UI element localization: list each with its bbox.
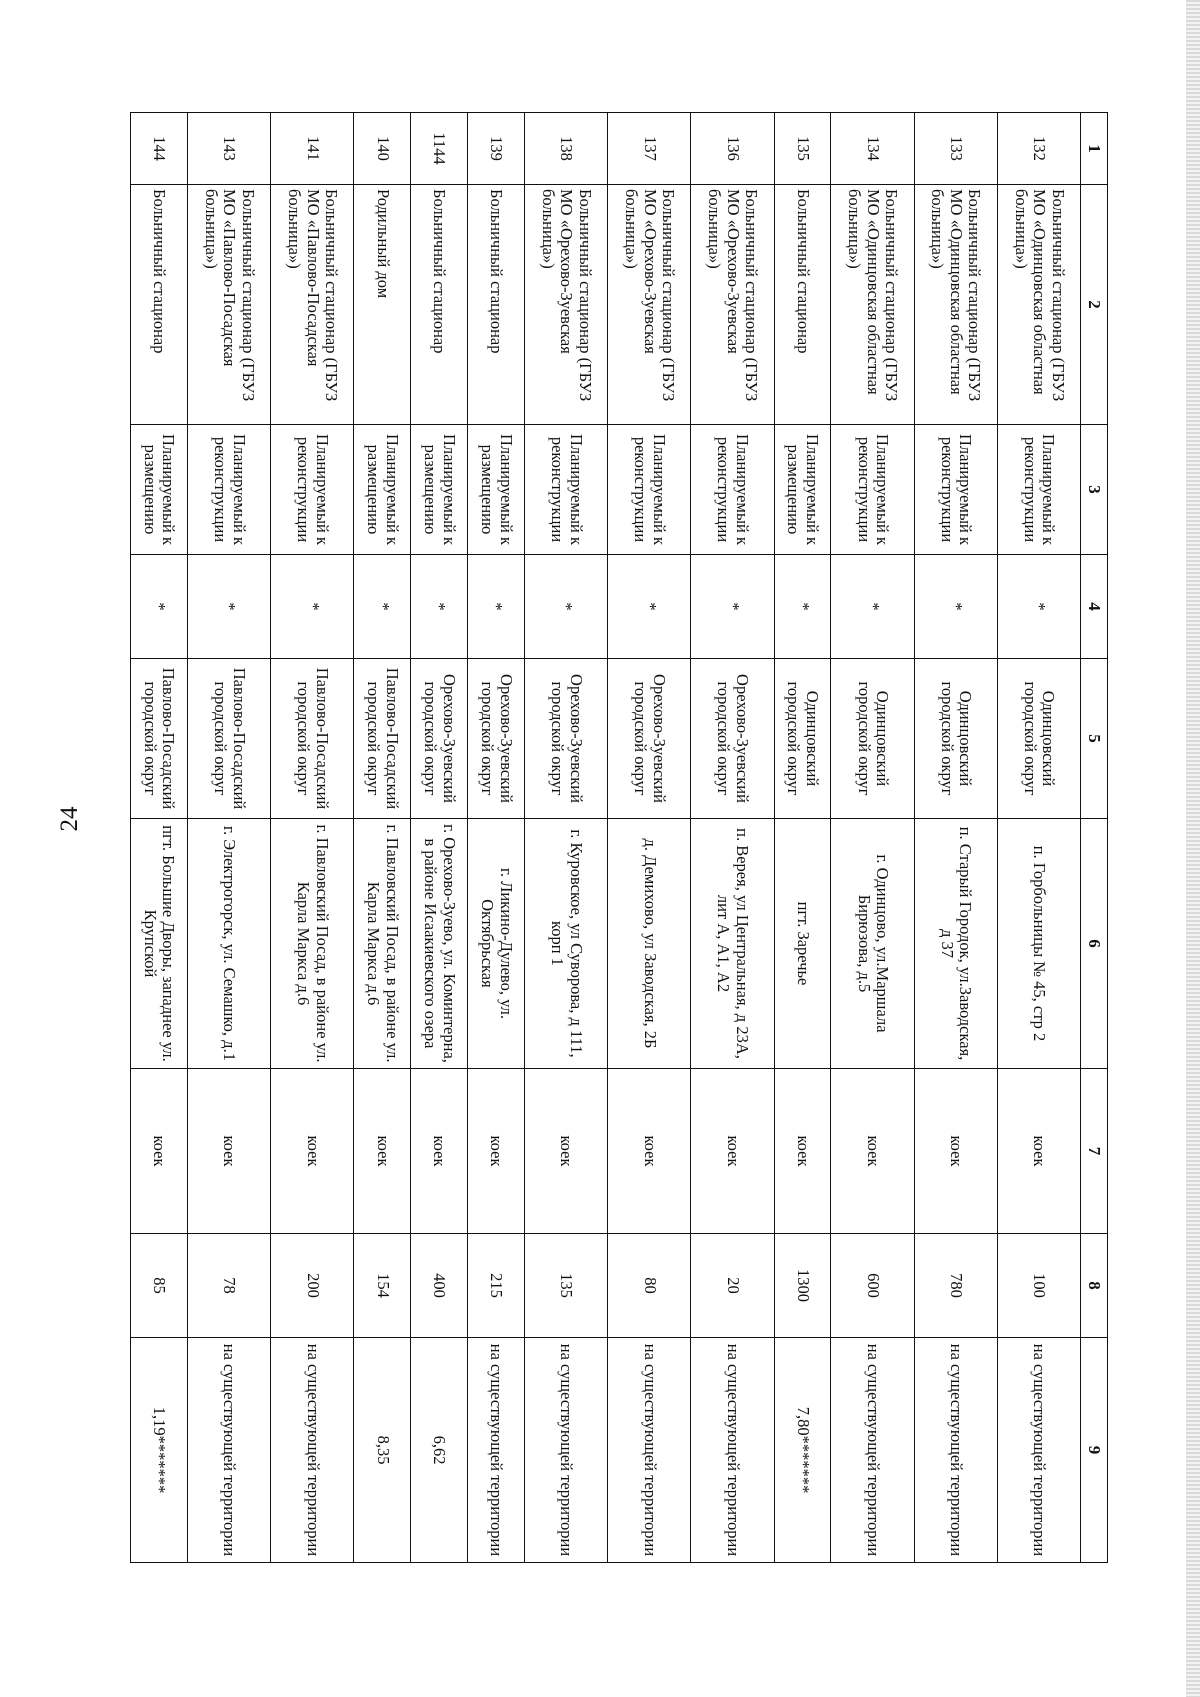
object-name-cell: Больничный стационар (ГБУЗ МО «Орехово-Зуевская больница») xyxy=(608,185,691,425)
unit-cell: коек xyxy=(997,1069,1080,1234)
address-cell: г. Электрогорск, ул. Семашко, д.1 xyxy=(188,819,271,1069)
table-row xyxy=(691,113,774,1563)
object-name-cell: Родильный дом xyxy=(354,185,411,425)
unit-cell: коек xyxy=(354,1069,411,1234)
unit-cell: коек xyxy=(468,1069,525,1234)
status-cell: Планируемый к реконструкции xyxy=(831,425,914,555)
object-name-cell: Больничный стационар (ГБУЗ МО «Павлово-Посадская больница») xyxy=(188,185,271,425)
capacity-cell: 85 xyxy=(131,1234,188,1338)
marker-cell: * xyxy=(411,555,468,659)
area-cell: на существующей территории xyxy=(271,1338,354,1563)
unit-cell: коек xyxy=(188,1069,271,1234)
object-name-cell: Больничный стационар xyxy=(411,185,468,425)
status-cell: Планируемый к реконструкции xyxy=(997,425,1080,555)
table-row xyxy=(131,113,188,1563)
unit-cell: коек xyxy=(831,1069,914,1234)
row-number-cell: 139 xyxy=(468,113,525,185)
table-header-cell: 5 xyxy=(1081,659,1108,819)
table-header-cell: 8 xyxy=(1081,1234,1108,1338)
unit-cell: коек xyxy=(914,1069,997,1234)
row-number-cell: 132 xyxy=(997,113,1080,185)
address-cell: пгт. Заречье xyxy=(774,819,831,1069)
marker-cell: * xyxy=(468,555,525,659)
unit-cell: коек xyxy=(774,1069,831,1234)
district-cell: Орехово-Зуевский городской округ xyxy=(608,659,691,819)
table-row xyxy=(914,113,997,1563)
address-cell: г. Павловский Посад, в районе ул. Карла Маркса д.6 xyxy=(354,819,411,1069)
marker-cell: * xyxy=(914,555,997,659)
status-cell: Планируемый к реконструкции xyxy=(188,425,271,555)
row-number-cell: 138 xyxy=(525,113,608,185)
object-name-cell: Больничный стационар (ГБУЗ МО «Одинцовская областная больница») xyxy=(914,185,997,425)
table-header-cell: 4 xyxy=(1081,555,1108,659)
row-number-cell: 144 xyxy=(131,113,188,185)
area-cell: 8,35 xyxy=(354,1338,411,1563)
table-header-row xyxy=(1081,113,1108,1563)
rotated-table-wrapper xyxy=(130,112,1108,1562)
district-cell: Одинцовский городской округ xyxy=(914,659,997,819)
unit-cell: коек xyxy=(525,1069,608,1234)
marker-cell: * xyxy=(608,555,691,659)
table-row xyxy=(525,113,608,1563)
marker-cell: * xyxy=(271,555,354,659)
row-number-cell: 136 xyxy=(691,113,774,185)
address-cell: п. Горбольницы № 45, стр 2 xyxy=(997,819,1080,1069)
area-cell: на существующей территории xyxy=(831,1338,914,1563)
capacity-cell: 400 xyxy=(411,1234,468,1338)
marker-cell: * xyxy=(525,555,608,659)
district-cell: Павлово-Посадский городской округ xyxy=(354,659,411,819)
object-name-cell: Больничный стационар xyxy=(774,185,831,425)
unit-cell: коек xyxy=(131,1069,188,1234)
capacity-cell: 20 xyxy=(691,1234,774,1338)
capacity-cell: 780 xyxy=(914,1234,997,1338)
district-cell: Орехово-Зуевский городской округ xyxy=(411,659,468,819)
row-number-cell: 143 xyxy=(188,113,271,185)
status-cell: Планируемый к размещению xyxy=(131,425,188,555)
unit-cell: коек xyxy=(608,1069,691,1234)
status-cell: Планируемый к размещению xyxy=(411,425,468,555)
district-cell: Одинцовский городской округ xyxy=(774,659,831,819)
capacity-cell: 78 xyxy=(188,1234,271,1338)
address-cell: д. Демихово, ул Заводская, 2Б xyxy=(608,819,691,1069)
unit-cell: коек xyxy=(271,1069,354,1234)
address-cell: г. Ликино-Дулево, ул. Октябрьская xyxy=(468,819,525,1069)
table-row xyxy=(468,113,525,1563)
status-cell: Планируемый к реконструкции xyxy=(608,425,691,555)
capacity-cell: 600 xyxy=(831,1234,914,1338)
object-name-cell: Больничный стационар xyxy=(131,185,188,425)
capacity-cell: 80 xyxy=(608,1234,691,1338)
table-header-cell: 6 xyxy=(1081,819,1108,1069)
district-cell: Павлово-Посадский городской округ xyxy=(271,659,354,819)
area-cell: на существующей территории xyxy=(188,1338,271,1563)
capacity-cell: 200 xyxy=(271,1234,354,1338)
row-number-cell: 133 xyxy=(914,113,997,185)
row-number-cell: 141 xyxy=(271,113,354,185)
area-cell: на существующей территории xyxy=(914,1338,997,1563)
area-cell: 1,19******* xyxy=(131,1338,188,1563)
object-name-cell: Больничный стационар (ГБУЗ МО «Одинцовская областная больница») xyxy=(831,185,914,425)
marker-cell: * xyxy=(691,555,774,659)
object-name-cell: Больничный стационар (ГБУЗ МО «Одинцовская областная больница») xyxy=(997,185,1080,425)
unit-cell: коек xyxy=(411,1069,468,1234)
district-cell: Одинцовский городской округ xyxy=(997,659,1080,819)
page-number: 24 xyxy=(56,806,83,832)
row-number-cell: 137 xyxy=(608,113,691,185)
status-cell: Планируемый к реконструкции xyxy=(525,425,608,555)
object-name-cell: Больничный стационар (ГБУЗ МО «Павлово-Посадская больница») xyxy=(271,185,354,425)
table-row xyxy=(831,113,914,1563)
object-name-cell: Больничный стационар (ГБУЗ МО «Орехово-Зуевская больница») xyxy=(525,185,608,425)
marker-cell: * xyxy=(188,555,271,659)
area-cell: 6,62 xyxy=(411,1338,468,1563)
object-name-cell: Больничный стационар xyxy=(468,185,525,425)
table-row xyxy=(354,113,411,1563)
address-cell: п. Верея, ул Центральная, д 23А, лит А, А1, А2 xyxy=(691,819,774,1069)
marker-cell: * xyxy=(354,555,411,659)
district-cell: Орехово-Зуевский городской округ xyxy=(468,659,525,819)
marker-cell: * xyxy=(997,555,1080,659)
table-row xyxy=(608,113,691,1563)
scan-edge-strip xyxy=(1186,0,1200,1697)
address-cell: г. Куровское, ул Суворова, д 111, корп 1 xyxy=(525,819,608,1069)
status-cell: Планируемый к размещению xyxy=(468,425,525,555)
address-cell: г. Одинцово, ул.Маршала Бирюзова, д.5 xyxy=(831,819,914,1069)
area-cell: на существующей территории xyxy=(997,1338,1080,1563)
capacity-cell: 135 xyxy=(525,1234,608,1338)
status-cell: Планируемый к реконструкции xyxy=(271,425,354,555)
table-header-cell: 2 xyxy=(1081,185,1108,425)
facilities-table xyxy=(130,112,1108,1563)
district-cell: Орехово-Зуевский городской округ xyxy=(525,659,608,819)
row-number-cell: 134 xyxy=(831,113,914,185)
capacity-cell: 215 xyxy=(468,1234,525,1338)
object-name-cell: Больничный стационар (ГБУЗ МО «Орехово-Зуевская больница») xyxy=(691,185,774,425)
status-cell: Планируемый к размещению xyxy=(774,425,831,555)
table-row xyxy=(411,113,468,1563)
row-number-cell: 1144 xyxy=(411,113,468,185)
table-row xyxy=(774,113,831,1563)
row-number-cell: 140 xyxy=(354,113,411,185)
capacity-cell: 1300 xyxy=(774,1234,831,1338)
area-cell: на существующей территории xyxy=(468,1338,525,1563)
table-row xyxy=(997,113,1080,1563)
district-cell: Павлово-Посадский городской округ xyxy=(131,659,188,819)
marker-cell: * xyxy=(774,555,831,659)
address-cell: г. Орехово-Зуево, ул. Коминтерна, в районе Исаакиевского озера xyxy=(411,819,468,1069)
table-row xyxy=(188,113,271,1563)
table-header-cell: 1 xyxy=(1081,113,1108,185)
district-cell: Одинцовский городской округ xyxy=(831,659,914,819)
address-cell: г. Павловский Посад, в районе ул. Карла Маркса д.6 xyxy=(271,819,354,1069)
status-cell: Планируемый к размещению xyxy=(354,425,411,555)
table-header-cell: 3 xyxy=(1081,425,1108,555)
area-cell: 7,80******* xyxy=(774,1338,831,1563)
table-row xyxy=(271,113,354,1563)
capacity-cell: 154 xyxy=(354,1234,411,1338)
unit-cell: коек xyxy=(691,1069,774,1234)
address-cell: пгт. Большие Дворы, западнее ул. Крупской xyxy=(131,819,188,1069)
table-header-cell: 7 xyxy=(1081,1069,1108,1234)
capacity-cell: 100 xyxy=(997,1234,1080,1338)
row-number-cell: 135 xyxy=(774,113,831,185)
marker-cell: * xyxy=(831,555,914,659)
area-cell: на существующей территории xyxy=(525,1338,608,1563)
district-cell: Орехово-Зуевский городской округ xyxy=(691,659,774,819)
status-cell: Планируемый к реконструкции xyxy=(914,425,997,555)
marker-cell: * xyxy=(131,555,188,659)
area-cell: на существующей территории xyxy=(608,1338,691,1563)
table-header-cell: 9 xyxy=(1081,1338,1108,1563)
address-cell: п. Старый Городок, ул.Заводская, д 37 xyxy=(914,819,997,1069)
area-cell: на существующей территории xyxy=(691,1338,774,1563)
status-cell: Планируемый к реконструкции xyxy=(691,425,774,555)
district-cell: Павлово-Посадский городской округ xyxy=(188,659,271,819)
